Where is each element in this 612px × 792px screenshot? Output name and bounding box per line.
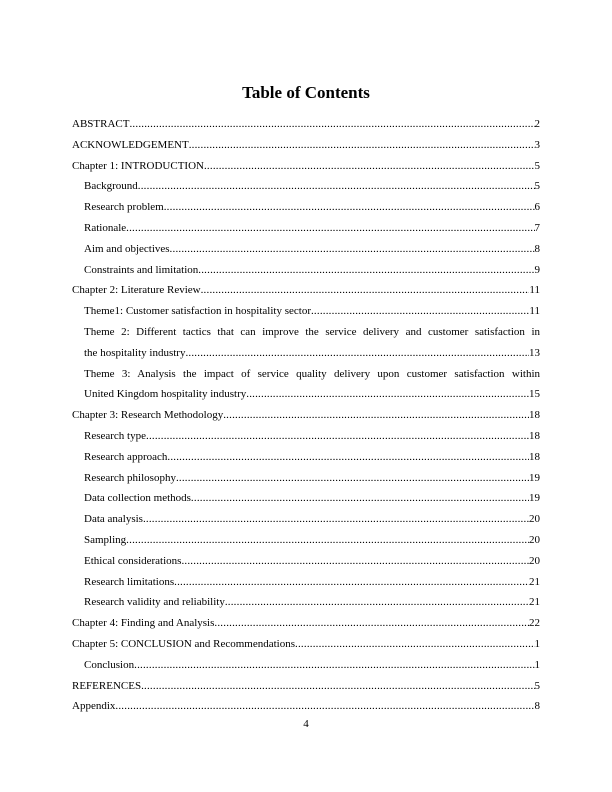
- toc-entry-page: 21: [529, 575, 540, 588]
- toc-entry-text: Rationale: [84, 221, 127, 234]
- toc-entry-text-line2: the hospitality industry: [84, 346, 186, 359]
- toc-leader: [225, 592, 529, 613]
- toc-entry-page: 20: [529, 513, 540, 526]
- toc-leader: [176, 468, 529, 489]
- toc-entry[interactable]: [72, 426, 540, 447]
- toc-entry-page: 20: [529, 533, 540, 546]
- toc-entry[interactable]: [72, 676, 540, 697]
- toc-entry-page: 5: [534, 679, 540, 692]
- toc-leader: [141, 676, 534, 697]
- toc-leader: [204, 156, 535, 177]
- toc-leader: [223, 405, 529, 426]
- toc-entry-page: 8: [534, 700, 540, 713]
- toc-entry[interactable]: [72, 239, 540, 260]
- toc-leader: [146, 426, 529, 447]
- toc-entry-wrapped[interactable]: [72, 322, 540, 364]
- toc-entry-text: REFERENCES: [72, 679, 142, 692]
- toc-leader: [138, 176, 535, 197]
- toc-entry-text: Research problem: [84, 201, 164, 214]
- toc-entry[interactable]: [72, 468, 540, 489]
- toc-entry-wrapped[interactable]: [72, 364, 540, 406]
- toc-list: [72, 114, 540, 717]
- toc-entry-text: Data analysis: [84, 513, 143, 526]
- toc-entry-text-line1: Theme 2: Different tactics that can improve the service delivery and customer satisfaction in: [84, 325, 540, 338]
- toc-title: Table of Contents: [242, 83, 370, 102]
- toc-entry-page: 7: [534, 221, 540, 234]
- toc-entry-text: ACKNOWLEDGEMENT: [72, 138, 189, 151]
- toc-entry[interactable]: [72, 509, 540, 530]
- toc-leader: [246, 384, 529, 405]
- toc-entry-page: 20: [529, 554, 540, 567]
- toc-entry-text-line2: United Kingdom hospitality industry: [84, 388, 247, 401]
- toc-leader: [181, 551, 529, 572]
- toc-entry-text: Constraints and limitation: [84, 263, 199, 276]
- toc-entry-page: 9: [534, 263, 540, 276]
- toc-entry[interactable]: [72, 613, 540, 634]
- toc-leader: [170, 239, 535, 260]
- toc-leader: [214, 613, 529, 634]
- toc-entry[interactable]: [72, 218, 540, 239]
- toc-entry-text: ABSTRACT: [72, 118, 130, 130]
- toc-entry-text: Chapter 1: INTRODUCTION: [72, 159, 204, 172]
- toc-entry[interactable]: [72, 114, 540, 135]
- toc-entry[interactable]: [72, 197, 540, 218]
- toc-entry-page: 19: [529, 492, 540, 505]
- toc-entry-page: 18: [529, 450, 540, 463]
- toc-entry[interactable]: [72, 405, 540, 426]
- toc-entry-text: Conclusion: [84, 658, 135, 671]
- toc-entry-page: 19: [529, 471, 540, 484]
- toc-entry-page: 11: [529, 305, 540, 318]
- toc-entry[interactable]: [72, 156, 540, 177]
- page-number: 4: [303, 718, 309, 730]
- toc-entry-text: Research approach: [84, 450, 168, 463]
- toc-entry[interactable]: [72, 135, 540, 156]
- toc-entry[interactable]: [72, 260, 540, 281]
- toc-entry-page: 18: [529, 429, 540, 442]
- toc-entry-page: 1: [534, 658, 540, 671]
- toc-entry[interactable]: [72, 301, 540, 322]
- toc-entry[interactable]: [72, 447, 540, 468]
- toc-entry-page: 6: [534, 201, 540, 214]
- toc-leader: [164, 197, 535, 218]
- toc-entry[interactable]: [72, 551, 540, 572]
- toc-entry-text: Theme1: Customer satisfaction in hospitality sector: [84, 305, 311, 318]
- toc-entry[interactable]: [72, 176, 540, 197]
- toc-leader: [295, 634, 534, 655]
- toc-leader: [126, 218, 534, 239]
- toc-entry-text: Research type: [84, 429, 146, 442]
- toc-entry-text: Aim and objectives: [84, 242, 170, 255]
- toc-entry[interactable]: [72, 572, 540, 593]
- toc-entry-text: Research philosophy: [84, 471, 176, 484]
- toc-entry-text: Research limitations: [84, 575, 175, 588]
- toc-leader: [174, 572, 529, 593]
- toc-entry-text: Chapter 2: Literature Review: [72, 284, 201, 297]
- toc-entry[interactable]: [72, 634, 540, 655]
- toc-entry-text: Ethical considerations: [84, 554, 182, 567]
- toc-entry-text: Research validity and reliability: [84, 596, 225, 609]
- toc-entry-page: 21: [529, 596, 540, 609]
- toc-leader: [129, 114, 534, 135]
- toc-entry[interactable]: [72, 592, 540, 613]
- toc-entry-page: 22: [529, 617, 540, 630]
- toc-entry-page: 8: [534, 242, 540, 255]
- toc-entry-page: 1: [534, 637, 540, 650]
- toc-entry-text-line1: Theme 3: Analysis the impact of service quality delivery upon customer satisfaction within: [84, 367, 540, 380]
- toc-entry-text: Sampling: [84, 533, 127, 546]
- toc-entry[interactable]: [72, 280, 540, 301]
- toc-entry[interactable]: [72, 696, 540, 717]
- toc-leader: [134, 655, 534, 676]
- toc-leader: [191, 488, 529, 509]
- toc-leader: [311, 301, 529, 322]
- toc-leader: [189, 135, 535, 156]
- toc-entry-page: 2: [534, 118, 540, 130]
- toc-leader: [185, 343, 529, 364]
- toc-entry-page: 11: [529, 284, 540, 297]
- toc-entry[interactable]: [72, 655, 540, 676]
- toc-leader: [198, 260, 534, 281]
- toc-leader: [201, 280, 530, 301]
- toc-entry-text: Background: [84, 180, 138, 193]
- toc-entry-page: 5: [534, 159, 540, 172]
- toc-entry-text: Chapter 3: Research Methodology: [72, 409, 224, 422]
- toc-entry-page: 5: [534, 180, 540, 193]
- toc-leader: [143, 509, 529, 530]
- toc-leader: [115, 696, 534, 717]
- toc-entry-page: 3: [534, 138, 540, 151]
- toc-entry[interactable]: [72, 530, 540, 551]
- toc-entry-page: 15: [529, 388, 540, 401]
- toc-entry-page: 18: [529, 409, 540, 422]
- toc-entry-text: Chapter 5: CONCLUSION and Recommendations: [72, 637, 296, 650]
- toc-entry-text: Chapter 4: Finding and Analysis: [72, 617, 215, 630]
- toc-leader: [167, 447, 529, 468]
- toc-entry-page: 13: [529, 346, 540, 359]
- toc-entry-text: Data collection methods: [84, 492, 191, 505]
- toc-leader: [126, 530, 529, 551]
- toc-entry[interactable]: [72, 488, 540, 509]
- toc-entry-text: Appendix: [72, 700, 116, 713]
